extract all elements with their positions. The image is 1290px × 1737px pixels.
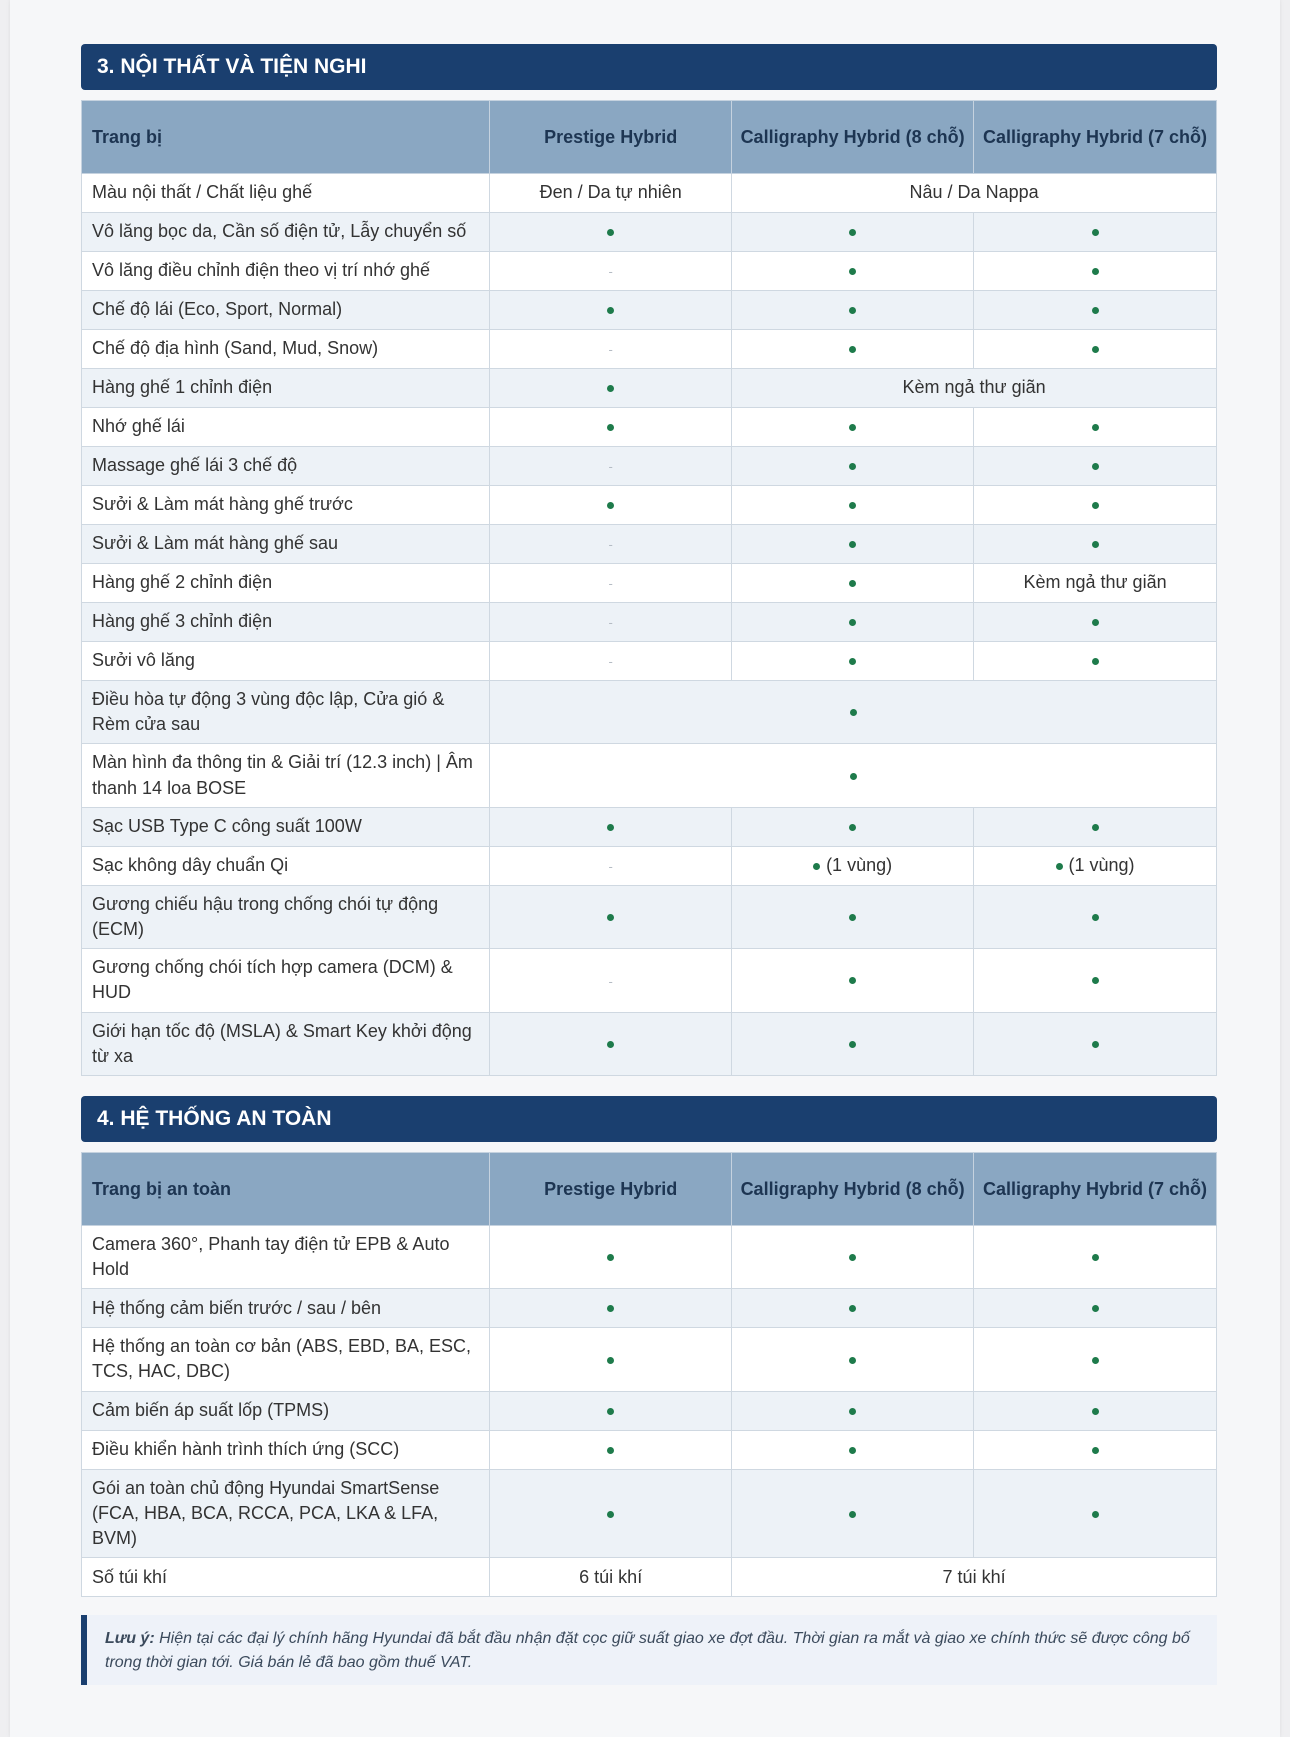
feature-available-cell	[732, 949, 974, 1012]
feature-available-cell	[974, 1469, 1217, 1558]
feature-available-cell	[974, 291, 1217, 330]
feature-value-cell: Kèm ngả thư giãn	[732, 369, 1217, 408]
feature-available-cell	[732, 252, 974, 291]
feature-label: Chế độ địa hình (Sand, Mud, Snow)	[82, 330, 490, 369]
feature-label: Hệ thống an toàn cơ bản (ABS, EBD, BA, ESC, TCS, HAC, DBC)	[82, 1328, 490, 1391]
available-dot-icon	[813, 863, 820, 870]
feature-available-cell	[732, 408, 974, 447]
unavailable-dash-icon: -	[608, 859, 613, 875]
feature-available-cell	[732, 291, 974, 330]
table-row	[82, 744, 1217, 807]
section-header-safety	[81, 1096, 1217, 1142]
available-dot-icon	[607, 1408, 614, 1415]
feature-available-cell	[974, 252, 1217, 291]
available-dot-icon	[849, 346, 856, 353]
available-dot-icon	[1092, 268, 1099, 275]
feature-label: Hàng ghế 3 chỉnh điện	[82, 603, 490, 642]
feature-available-cell	[490, 486, 732, 525]
feature-available-cell	[732, 885, 974, 948]
unavailable-dash-icon: -	[608, 459, 613, 475]
feature-value-cell: 6 túi khí	[490, 1558, 732, 1597]
feature-label: Sưởi vô lăng	[82, 642, 490, 681]
feature-available-cell	[490, 681, 1217, 744]
feature-available-cell	[732, 642, 974, 681]
feature-available-cell	[732, 447, 974, 486]
feature-label: Hàng ghế 1 chỉnh điện	[82, 369, 490, 408]
available-dot-icon	[1092, 307, 1099, 314]
available-dot-icon	[607, 1305, 614, 1312]
available-dot-icon	[1092, 619, 1099, 626]
feature-available-cell	[490, 1225, 732, 1288]
unavailable-dash-icon: -	[608, 264, 613, 280]
feature-available-cell	[732, 330, 974, 369]
feature-available-cell	[490, 1328, 732, 1391]
table-row	[82, 603, 1217, 642]
feature-available-cell	[732, 603, 974, 642]
feature-label: Điều hòa tự động 3 vùng độc lập, Cửa gió & Rèm cửa sau	[82, 681, 490, 744]
feature-available-cell	[974, 213, 1217, 252]
feature-value-cell: Kèm ngả thư giãn	[974, 564, 1217, 603]
table-row	[82, 807, 1217, 846]
interior-spec-table	[81, 100, 1217, 1076]
available-dot-icon	[1092, 424, 1099, 431]
available-dot-icon	[1092, 541, 1099, 548]
feature-available-cell	[974, 330, 1217, 369]
unavailable-dash-icon: -	[608, 615, 613, 631]
feature-detail-text: (1 vùng)	[1068, 855, 1135, 876]
feature-available-cell	[490, 291, 732, 330]
feature-available-cell	[974, 949, 1217, 1012]
feature-unavailable-cell	[490, 330, 732, 369]
table-row	[82, 1430, 1217, 1469]
note-text: Hiện tại các đại lý chính hãng Hyundai đã bắt đầu nhận đặt cọc giữ suất giao xe đợt đầu. Thời gian ra mắt và giao xe chính thức sẽ được công bố trong thời gian tới. Giá bán lẻ đã bao gồm thuế VAT.	[105, 1630, 1190, 1672]
table-row	[82, 252, 1217, 291]
available-dot-icon	[849, 1041, 856, 1048]
feature-available-cell	[732, 525, 974, 564]
available-dot-icon	[849, 268, 856, 275]
available-dot-icon	[849, 1254, 856, 1261]
available-dot-icon	[849, 1408, 856, 1415]
feature-available-cell	[732, 564, 974, 603]
unavailable-dash-icon: -	[608, 342, 613, 358]
table-row	[82, 1469, 1217, 1558]
available-dot-icon	[607, 1041, 614, 1048]
table-header-row	[82, 101, 1217, 174]
available-dot-icon	[607, 824, 614, 831]
available-dot-icon	[607, 914, 614, 921]
table-row	[82, 525, 1217, 564]
feature-available-cell	[974, 1430, 1217, 1469]
feature-label: Nhớ ghế lái	[82, 408, 490, 447]
feature-available-cell	[732, 807, 974, 846]
table-row	[82, 885, 1217, 948]
available-dot-icon	[607, 1447, 614, 1454]
feature-label: Gương chống chói tích hợp camera (DCM) & HUD	[82, 949, 490, 1012]
available-dot-icon	[607, 1254, 614, 1261]
unavailable-dash-icon: -	[608, 973, 613, 989]
interior-table-body	[82, 174, 1217, 1076]
table-row	[82, 447, 1217, 486]
feature-unavailable-cell	[490, 252, 732, 291]
feature-available-cell	[974, 1289, 1217, 1328]
feature-available-cell	[490, 408, 732, 447]
available-dot-icon	[849, 580, 856, 587]
available-dot-icon	[849, 977, 856, 984]
feature-available-cell	[490, 1430, 732, 1469]
table-row	[82, 1012, 1217, 1075]
table-row	[82, 1328, 1217, 1391]
available-dot-icon	[849, 307, 856, 314]
available-dot-icon	[1092, 1408, 1099, 1415]
feature-label: Hệ thống cảm biến trước / sau / bên	[82, 1289, 490, 1328]
available-dot-icon	[849, 424, 856, 431]
feature-unavailable-cell	[490, 949, 732, 1012]
feature-label: Sưởi & Làm mát hàng ghế trước	[82, 486, 490, 525]
table-row	[82, 486, 1217, 525]
feature-label: Sạc USB Type C công suất 100W	[82, 807, 490, 846]
available-dot-icon	[849, 619, 856, 626]
feature-value-cell: Nâu / Da Nappa	[732, 174, 1217, 213]
available-dot-icon	[1092, 824, 1099, 831]
table-row	[82, 949, 1217, 1012]
available-dot-icon	[850, 709, 857, 716]
feature-unavailable-cell	[490, 846, 732, 885]
feature-unavailable-cell	[490, 564, 732, 603]
available-dot-icon	[849, 1357, 856, 1364]
feature-detail-cell	[974, 846, 1217, 885]
feature-unavailable-cell	[490, 447, 732, 486]
feature-available-cell	[974, 603, 1217, 642]
feature-label: Cảm biến áp suất lốp (TPMS)	[82, 1391, 490, 1430]
available-dot-icon	[850, 773, 857, 780]
feature-unavailable-cell	[490, 603, 732, 642]
table-row	[82, 291, 1217, 330]
feature-label: Màu nội thất / Chất liệu ghế	[82, 174, 490, 213]
header-calligraphy-7: Calligraphy Hybrid (7 chỗ)	[974, 1152, 1217, 1225]
table-row	[82, 1225, 1217, 1288]
feature-available-cell	[974, 807, 1217, 846]
table-row	[82, 330, 1217, 369]
feature-available-cell	[490, 1391, 732, 1430]
feature-label: Điều khiển hành trình thích ứng (SCC)	[82, 1430, 490, 1469]
feature-detail-cell	[732, 846, 974, 885]
feature-available-cell	[974, 1328, 1217, 1391]
feature-available-cell	[732, 1469, 974, 1558]
available-dot-icon	[1092, 463, 1099, 470]
available-dot-icon	[849, 1511, 856, 1518]
feature-label: Massage ghế lái 3 chế độ	[82, 447, 490, 486]
feature-label: Hàng ghế 2 chỉnh điện	[82, 564, 490, 603]
feature-label: Chế độ lái (Eco, Sport, Normal)	[82, 291, 490, 330]
table-row	[82, 1289, 1217, 1328]
available-dot-icon	[1092, 914, 1099, 921]
feature-available-cell	[974, 408, 1217, 447]
available-dot-icon	[607, 385, 614, 392]
safety-spec-table	[81, 1152, 1217, 1597]
feature-value-cell: 7 túi khí	[732, 1558, 1217, 1597]
table-row	[82, 642, 1217, 681]
header-calligraphy-8: Calligraphy Hybrid (8 chỗ)	[732, 1152, 974, 1225]
document-page	[10, 0, 1280, 1737]
feature-available-cell	[490, 744, 1217, 807]
feature-available-cell	[974, 486, 1217, 525]
table-row	[82, 369, 1217, 408]
table-row	[82, 213, 1217, 252]
feature-available-cell	[732, 1328, 974, 1391]
available-dot-icon	[607, 1357, 614, 1364]
available-dot-icon	[1092, 1254, 1099, 1261]
feature-detail-text: (1 vùng)	[826, 855, 893, 876]
feature-available-cell	[732, 1012, 974, 1075]
header-feature: Trang bị an toàn	[82, 1152, 490, 1225]
available-dot-icon	[1092, 1447, 1099, 1454]
header-prestige: Prestige Hybrid	[490, 101, 732, 174]
feature-available-cell	[732, 1225, 974, 1288]
feature-available-cell	[490, 1012, 732, 1075]
feature-available-cell	[490, 807, 732, 846]
table-row	[82, 174, 1217, 213]
feature-available-cell	[490, 1289, 732, 1328]
table-header-row	[82, 1152, 1217, 1225]
note-box	[81, 1615, 1217, 1685]
available-dot-icon	[849, 502, 856, 509]
feature-unavailable-cell	[490, 525, 732, 564]
feature-value-cell: Đen / Da tự nhiên	[490, 174, 732, 213]
feature-unavailable-cell	[490, 642, 732, 681]
available-dot-icon	[849, 824, 856, 831]
available-dot-icon	[849, 463, 856, 470]
note-label: Lưu ý:	[105, 1630, 155, 1648]
available-dot-icon	[1092, 229, 1099, 236]
feature-label: Giới hạn tốc độ (MSLA) & Smart Key khởi động từ xa	[82, 1012, 490, 1075]
spec-content	[81, 44, 1217, 1685]
available-dot-icon	[849, 1447, 856, 1454]
feature-available-cell	[732, 213, 974, 252]
feature-available-cell	[974, 447, 1217, 486]
available-dot-icon	[1092, 977, 1099, 984]
available-dot-icon	[1092, 346, 1099, 353]
feature-available-cell	[732, 1430, 974, 1469]
available-dot-icon	[1056, 863, 1063, 870]
available-dot-icon	[849, 229, 856, 236]
feature-available-cell	[490, 885, 732, 948]
available-dot-icon	[607, 229, 614, 236]
feature-available-cell	[974, 642, 1217, 681]
feature-available-cell	[732, 1289, 974, 1328]
feature-available-cell	[974, 525, 1217, 564]
available-dot-icon	[607, 1511, 614, 1518]
feature-available-cell	[974, 1225, 1217, 1288]
unavailable-dash-icon: -	[608, 576, 613, 592]
feature-label: Vô lăng điều chỉnh điện theo vị trí nhớ ghế	[82, 252, 490, 291]
available-dot-icon	[1092, 502, 1099, 509]
available-dot-icon	[849, 541, 856, 548]
available-dot-icon	[1092, 1511, 1099, 1518]
feature-available-cell	[974, 885, 1217, 948]
table-row	[82, 1558, 1217, 1597]
available-dot-icon	[849, 1305, 856, 1312]
header-calligraphy-7: Calligraphy Hybrid (7 chỗ)	[974, 101, 1217, 174]
feature-label: Gương chiếu hậu trong chống chói tự động (ECM)	[82, 885, 490, 948]
feature-label: Gói an toàn chủ động Hyundai SmartSense (FCA, HBA, BCA, RCCA, PCA, LKA & LFA, BVM)	[82, 1469, 490, 1558]
section-title: 3. NỘI THẤT VÀ TIỆN NGHI	[97, 55, 367, 78]
feature-available-cell	[732, 486, 974, 525]
unavailable-dash-icon: -	[608, 537, 613, 553]
available-dot-icon	[607, 424, 614, 431]
table-row	[82, 564, 1217, 603]
available-dot-icon	[849, 914, 856, 921]
feature-available-cell	[732, 1391, 974, 1430]
table-row	[82, 1391, 1217, 1430]
available-dot-icon	[849, 658, 856, 665]
feature-label: Số túi khí	[82, 1558, 490, 1597]
feature-label: Màn hình đa thông tin & Giải trí (12.3 inch) | Âm thanh 14 loa BOSE	[82, 744, 490, 807]
available-dot-icon	[1092, 1041, 1099, 1048]
section-header-interior	[81, 44, 1217, 90]
unavailable-dash-icon: -	[608, 654, 613, 670]
table-row	[82, 846, 1217, 885]
feature-available-cell	[490, 213, 732, 252]
table-row	[82, 681, 1217, 744]
available-dot-icon	[607, 307, 614, 314]
table-row	[82, 408, 1217, 447]
section-title: 4. HỆ THỐNG AN TOÀN	[97, 1106, 332, 1130]
header-calligraphy-8: Calligraphy Hybrid (8 chỗ)	[732, 101, 974, 174]
feature-label: Vô lăng bọc da, Cần số điện tử, Lẫy chuyển số	[82, 213, 490, 252]
feature-label: Sưởi & Làm mát hàng ghế sau	[82, 525, 490, 564]
available-dot-icon	[607, 502, 614, 509]
available-dot-icon	[1092, 1357, 1099, 1364]
safety-table-body	[82, 1225, 1217, 1596]
header-feature: Trang bị	[82, 101, 490, 174]
feature-available-cell	[490, 369, 732, 408]
feature-available-cell	[974, 1012, 1217, 1075]
available-dot-icon	[1092, 1305, 1099, 1312]
feature-available-cell	[490, 1469, 732, 1558]
available-dot-icon	[1092, 658, 1099, 665]
feature-label: Sạc không dây chuẩn Qi	[82, 846, 490, 885]
feature-available-cell	[974, 1391, 1217, 1430]
feature-label: Camera 360°, Phanh tay điện tử EPB & Auto Hold	[82, 1225, 490, 1288]
header-prestige: Prestige Hybrid	[490, 1152, 732, 1225]
